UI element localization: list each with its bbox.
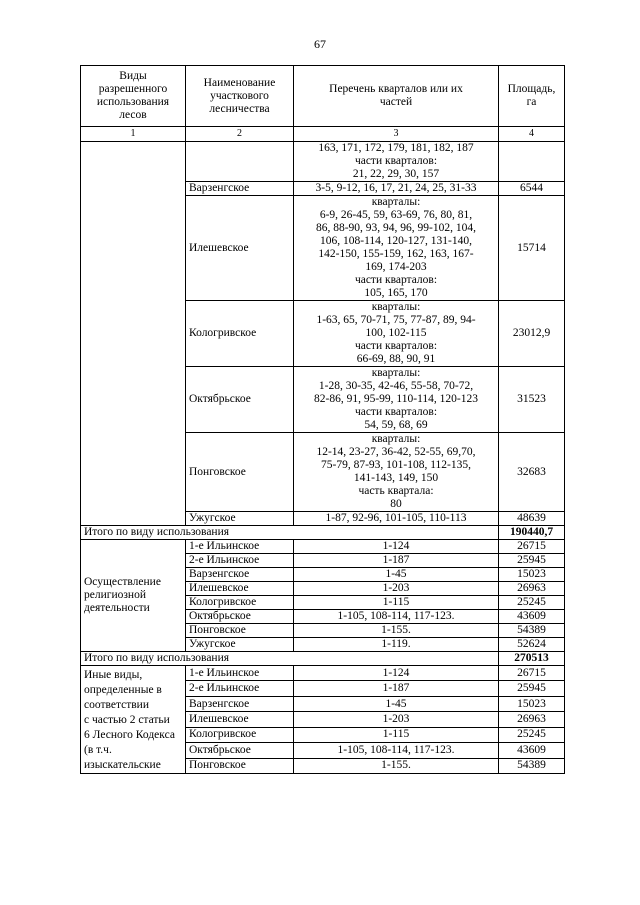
column-number-row <box>81 127 565 142</box>
column-number: 4 <box>499 127 565 142</box>
area-cell: 26963 <box>499 712 565 727</box>
forestry-cell: Ужугское <box>186 638 294 652</box>
forest-use-table <box>80 65 565 774</box>
header-quarters: Перечень кварталов или их частей <box>294 66 499 127</box>
total-label: Итого по виду использования <box>81 526 499 540</box>
table-header-row <box>81 66 565 127</box>
quarters-cell: кварталы: 6-9, 26-45, 59, 63-69, 76, 80, 81, 86, 88-90, 93, 94, 96, 99-102, 104, 106, 108-114, 120-127, 131-140, 142-150, 155-159, 162, 163, 167- 169, 174-203 части кварталов: 105, 165, 170 <box>294 196 499 301</box>
quarters-cell: 1-87, 92-96, 101-105, 110-113 <box>294 512 499 526</box>
page-number: 67 <box>314 37 326 51</box>
header-forestry: Наименование участкового лесничества <box>186 66 294 127</box>
quarters-cell: 1-187 <box>294 554 499 568</box>
forestry-cell: Октябрьское <box>186 610 294 624</box>
quarters-cell: 163, 171, 172, 179, 181, 182, 187 части кварталов: 21, 22, 29, 30, 157 <box>294 142 499 182</box>
quarters-cell: 1-119. <box>294 638 499 652</box>
area-cell: 6544 <box>499 182 565 196</box>
area-cell: 15023 <box>499 568 565 582</box>
forestry-cell: Понговское <box>186 624 294 638</box>
forestry-cell: 1-е Ильинское <box>186 540 294 554</box>
area-cell: 25945 <box>499 554 565 568</box>
quarters-cell: 1-45 <box>294 568 499 582</box>
area-cell: 25945 <box>499 681 565 696</box>
area-cell: 15023 <box>499 696 565 711</box>
total-label: Итого по виду использования <box>81 652 499 666</box>
area-cell: 15714 <box>499 196 565 301</box>
quarters-cell: кварталы: 1-28, 30-35, 42-46, 55-58, 70-72, 82-86, 91, 95-99, 110-114, 120-123 части кварталов: 54, 59, 68, 69 <box>294 367 499 433</box>
forestry-cell: 2-е Ильинское <box>186 554 294 568</box>
quarters-cell: 1-124 <box>294 540 499 554</box>
table-row <box>81 142 565 182</box>
area-cell: 52624 <box>499 638 565 652</box>
forestry-cell: Октябрьское <box>186 743 294 758</box>
table-row <box>81 666 565 681</box>
column-number: 1 <box>81 127 186 142</box>
area-cell <box>499 142 565 182</box>
header-area: Площадь, га <box>499 66 565 127</box>
area-cell: 43609 <box>499 743 565 758</box>
area-cell: 54389 <box>499 624 565 638</box>
forestry-cell: Понговское <box>186 433 294 512</box>
area-cell: 26715 <box>499 666 565 681</box>
area-cell: 54389 <box>499 758 565 773</box>
forestry-cell: 1-е Ильинское <box>186 666 294 681</box>
quarters-cell: 1-187 <box>294 681 499 696</box>
forestry-cell <box>186 142 294 182</box>
table-row <box>81 540 565 554</box>
area-cell: 31523 <box>499 367 565 433</box>
quarters-cell: 1-203 <box>294 582 499 596</box>
quarters-cell: кварталы: 12-14, 23-27, 36-42, 52-55, 69,70, 75-79, 87-93, 101-108, 112-135, 141-143, 149, 150 часть квартала: 80 <box>294 433 499 512</box>
forestry-cell: Варзенгское <box>186 696 294 711</box>
forestry-cell: 2-е Ильинское <box>186 681 294 696</box>
forestry-cell: Октябрьское <box>186 367 294 433</box>
total-row <box>81 526 565 540</box>
forestry-cell: Варзенгское <box>186 568 294 582</box>
quarters-cell: кварталы: 1-63, 65, 70-71, 75, 77-87, 89, 94- 100, 102-115 части кварталов: 66-69, 88, 90, 91 <box>294 301 499 367</box>
area-cell: 48639 <box>499 512 565 526</box>
area-cell: 25245 <box>499 727 565 742</box>
forestry-cell: Варзенгское <box>186 182 294 196</box>
quarters-cell: 1-115 <box>294 727 499 742</box>
forestry-cell: Илешевское <box>186 582 294 596</box>
column-number: 3 <box>294 127 499 142</box>
quarters-cell: 1-203 <box>294 712 499 727</box>
total-row <box>81 652 565 666</box>
forestry-cell: Кологривское <box>186 727 294 742</box>
use-type-cell-continued <box>81 142 186 526</box>
area-cell: 23012,9 <box>499 301 565 367</box>
quarters-cell: 1-115 <box>294 596 499 610</box>
quarters-cell: 1-105, 108-114, 117-123. <box>294 743 499 758</box>
use-type-cell: Осуществление религиозной деятельности <box>81 540 186 652</box>
quarters-cell: 1-45 <box>294 696 499 711</box>
area-cell: 26715 <box>499 540 565 554</box>
quarters-cell: 1-105, 108-114, 117-123. <box>294 610 499 624</box>
forestry-cell: Кологривское <box>186 301 294 367</box>
quarters-cell: 1-124 <box>294 666 499 681</box>
forestry-cell: Кологривское <box>186 596 294 610</box>
area-cell: 43609 <box>499 610 565 624</box>
forestry-cell: Понговское <box>186 758 294 773</box>
area-cell: 32683 <box>499 433 565 512</box>
total-value: 270513 <box>499 652 565 666</box>
forestry-cell: Илешевское <box>186 712 294 727</box>
area-cell: 25245 <box>499 596 565 610</box>
quarters-cell: 3-5, 9-12, 16, 17, 21, 24, 25, 31-33 <box>294 182 499 196</box>
use-type-cell: Иные виды, определенные в соответствии с частью 2 статьи 6 Лесного Кодекса (в т.ч. изыскательские <box>81 666 186 774</box>
area-cell: 26963 <box>499 582 565 596</box>
total-value: 190440,7 <box>499 526 565 540</box>
forestry-cell: Ужугское <box>186 512 294 526</box>
quarters-cell: 1-155. <box>294 758 499 773</box>
quarters-cell: 1-155. <box>294 624 499 638</box>
column-number: 2 <box>186 127 294 142</box>
forestry-cell: Илешевское <box>186 196 294 301</box>
header-use-type: Виды разрешенного использования лесов <box>81 66 186 127</box>
